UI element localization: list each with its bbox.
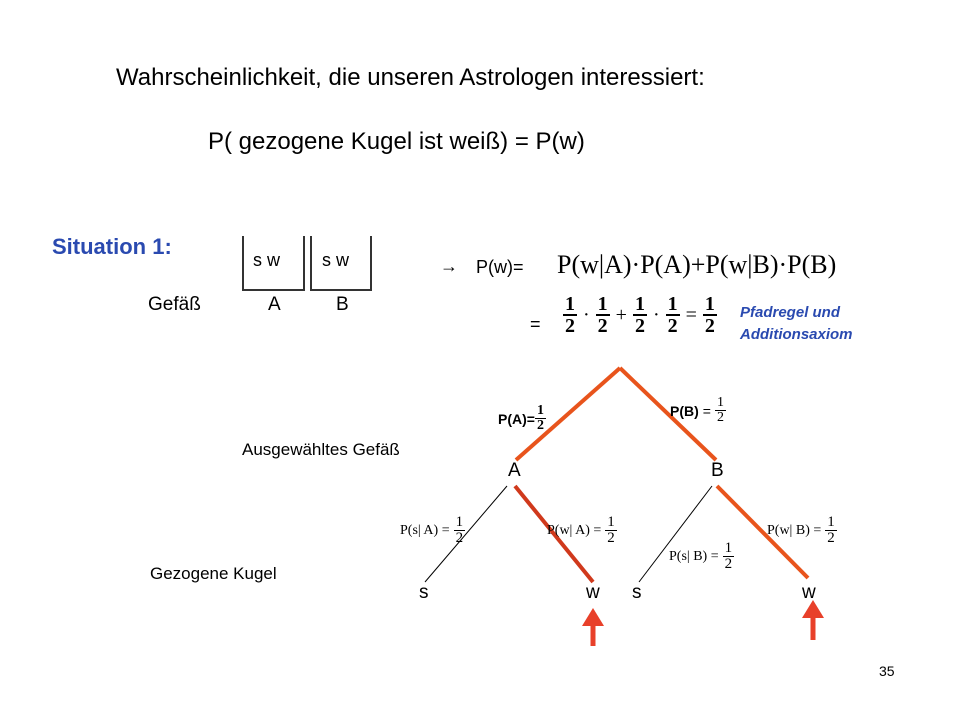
rule-note: Pfadregel und Additionsaxiom: [740, 304, 853, 343]
edge-a-probability: P(A)= $\frac{1}{2}$: [498, 403, 544, 433]
tree-node-a: A: [508, 460, 521, 481]
operator: =: [685, 303, 697, 326]
vessel-label: Gefäß: [148, 294, 201, 315]
operator: ·: [652, 303, 660, 326]
arrow-right-icon: →: [440, 256, 458, 276]
leaf-w: w: [586, 582, 600, 603]
tree-level1-label: Ausgewähltes Gefäß: [242, 440, 400, 459]
tree-level2-label: Gezogene Kugel: [150, 564, 277, 583]
edge-b-probability: P(B) = $\frac{1}{2}$: [670, 395, 724, 425]
arrow-up-icon: [802, 600, 824, 640]
cond-prob-s-given-b: P(s| B) = $\frac{1}{2}$: [669, 540, 733, 572]
arrow-up-icon: [582, 608, 604, 646]
operator: ·: [583, 303, 590, 326]
vessel-b-content: s w: [322, 250, 349, 270]
page-number: 35: [879, 663, 895, 679]
vessel-a-name: A: [268, 294, 281, 315]
vessel-a-content: s w: [253, 250, 280, 270]
heading: Wahrscheinlichkeit, die unseren Astrologen interessiert:: [116, 64, 705, 91]
leaf-s: s: [419, 582, 429, 603]
fraction: $\frac{1}{2}$: [597, 293, 608, 337]
leaf-w: w: [802, 582, 816, 603]
tree-node-b: B: [711, 460, 724, 481]
question-formula: P( gezogene Kugel ist weiß) = P(w): [208, 128, 585, 155]
leaf-s: s: [632, 582, 642, 603]
cond-prob-s-given-a: P(s| A) = $\frac{1}{2}$: [400, 514, 464, 546]
fraction: $\frac{1}{2}$: [565, 293, 575, 337]
fraction: $\frac{1}{2}$: [704, 293, 715, 337]
cond-prob-w-given-a: P(w| A) = $\frac{1}{2}$: [547, 514, 615, 546]
situation-title: Situation 1:: [52, 234, 172, 259]
cond-prob-w-given-b: P(w| B) = $\frac{1}{2}$: [767, 514, 835, 546]
equals-sign: =: [530, 314, 541, 334]
pw-label: P(w)=: [476, 257, 524, 277]
total-probability-formula: P(w|A)·P(A)+P(w|B)·P(B): [557, 250, 837, 279]
operator: +: [615, 303, 627, 326]
calculation: [563, 294, 717, 336]
vessel-b-name: B: [336, 294, 349, 315]
fraction: $\frac{1}{2}$: [634, 293, 645, 337]
fraction: $\frac{1}{2}$: [667, 293, 678, 337]
